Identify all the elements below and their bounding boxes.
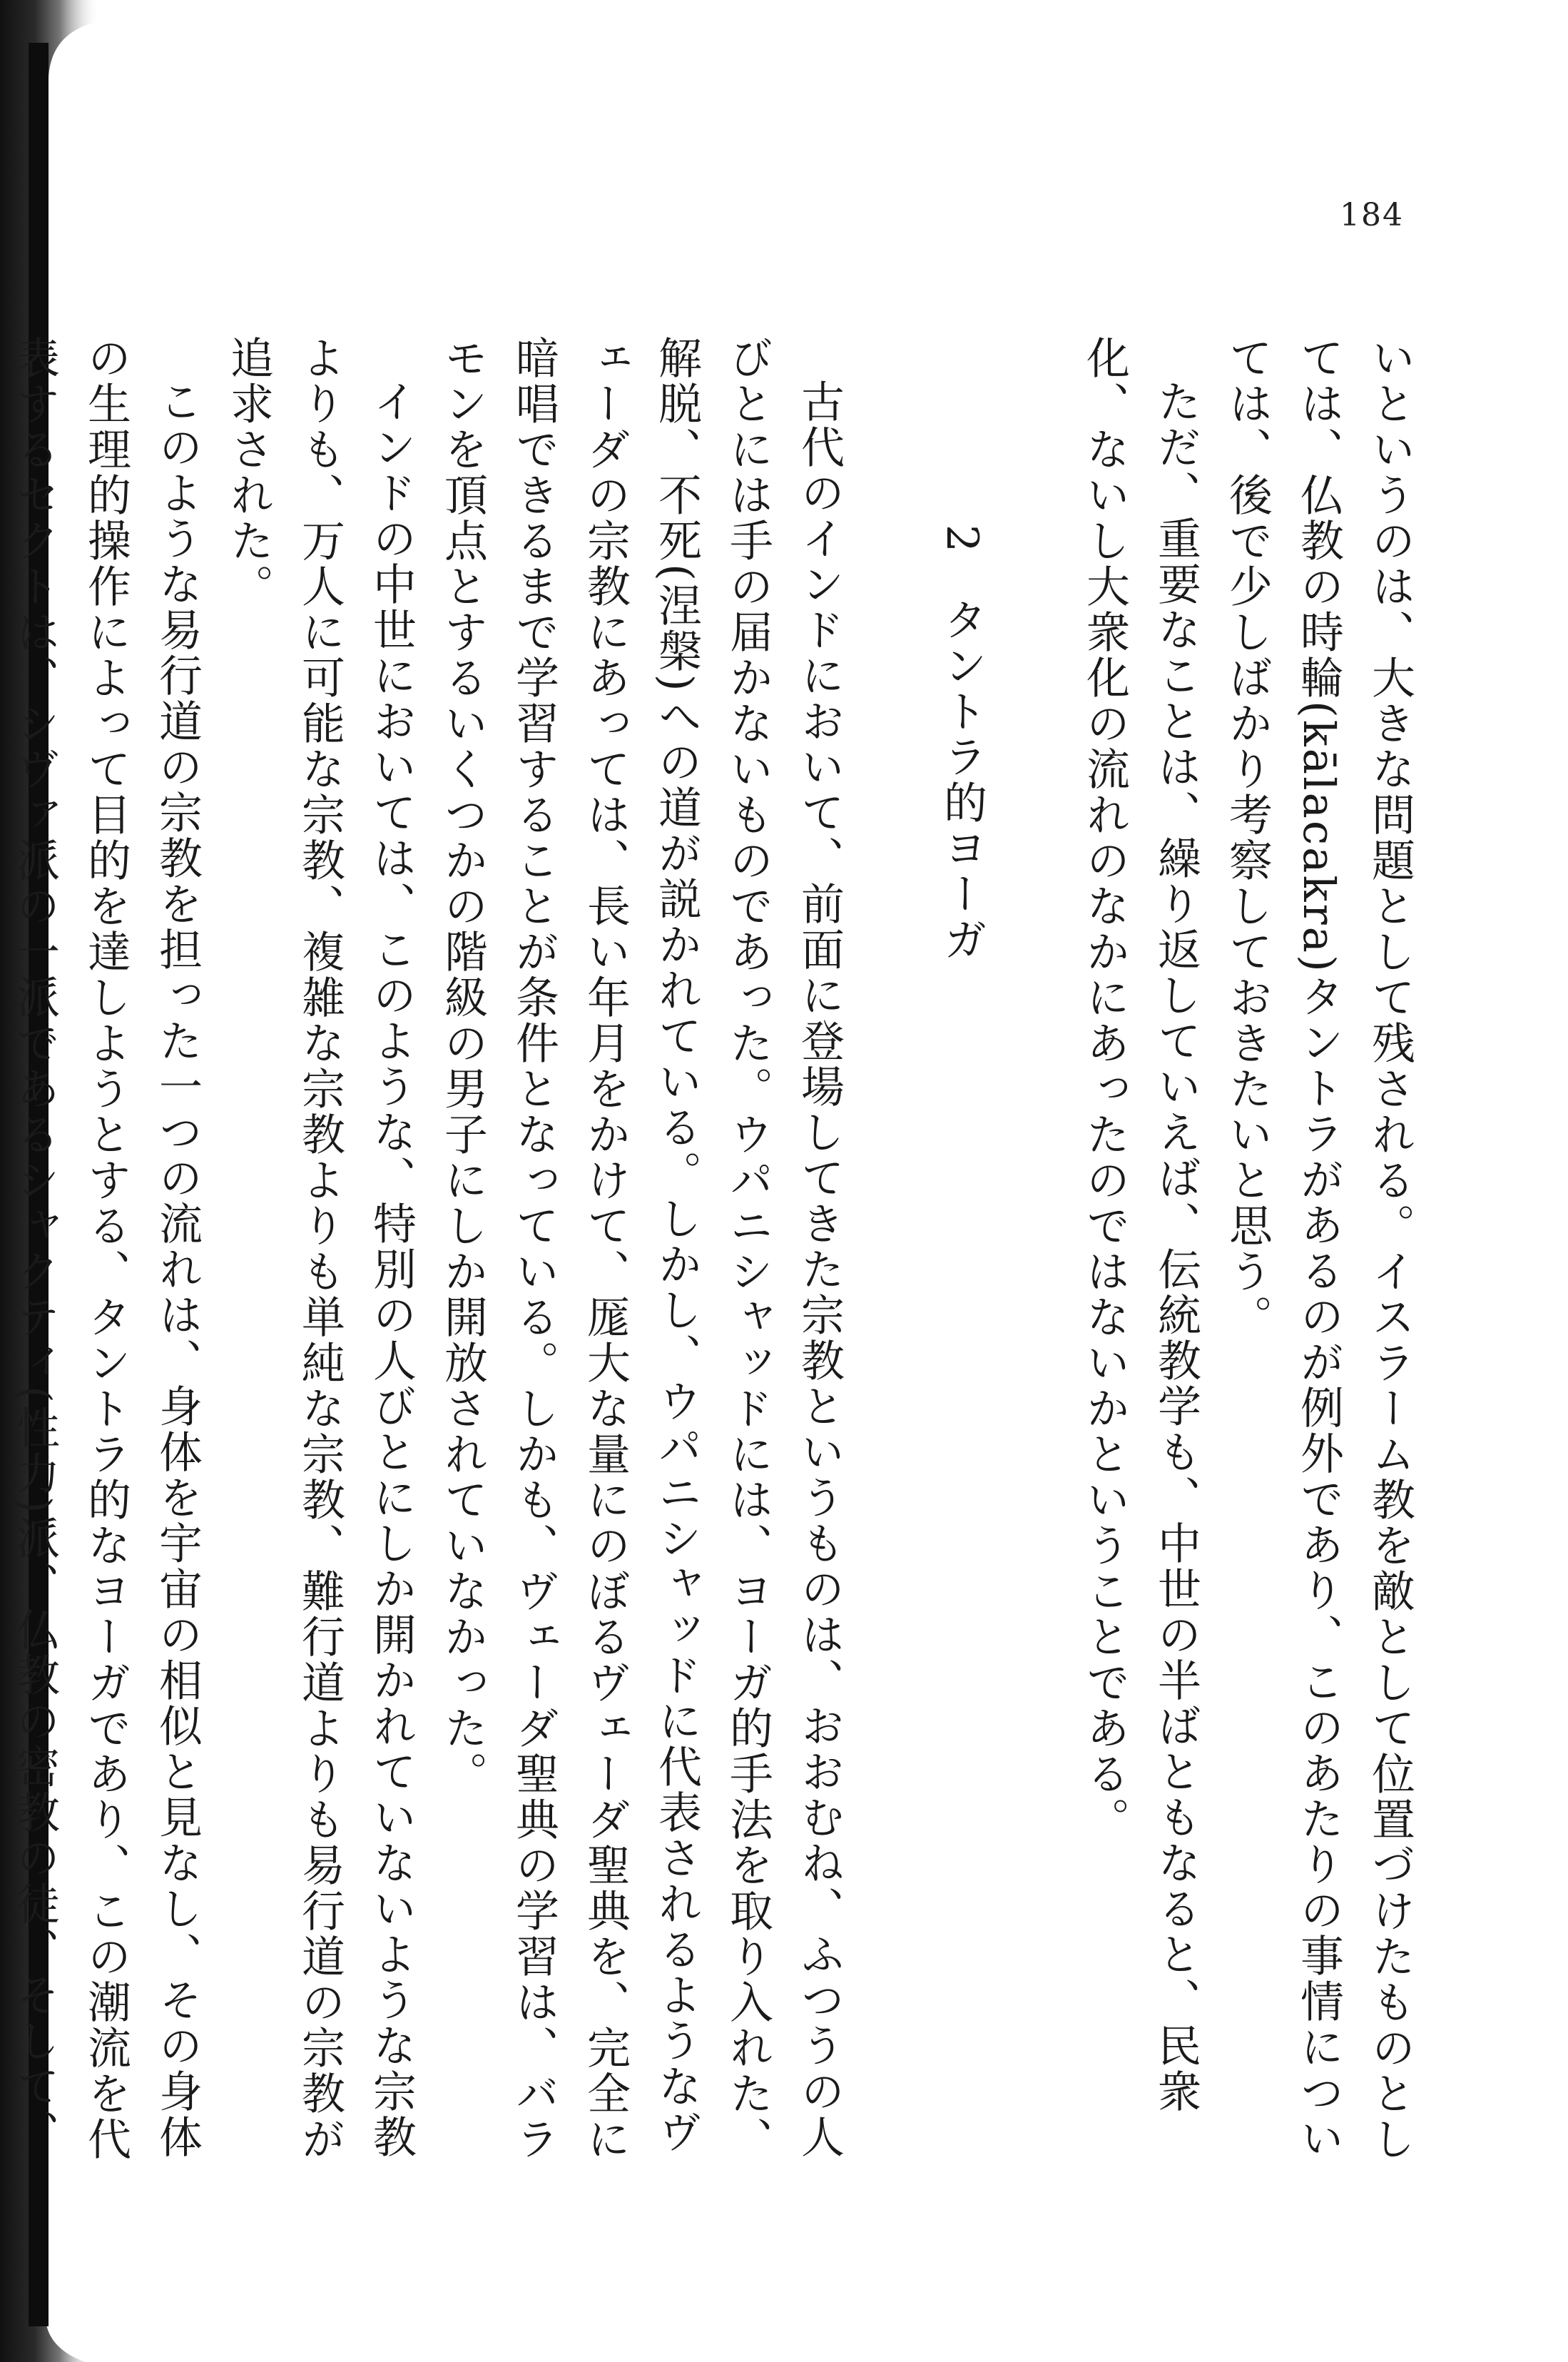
section-number: 2 <box>937 524 987 554</box>
page-number: 184 <box>1340 197 1404 233</box>
paragraph-continued: いというのは、大きな問題として残される。イスラーム教を敵として位置づけたものとしては、仏教の時輪(kālacakra)タントラがあるのが例外であり、このあたりの事情については、後で少しばかり考察しておきたいと思う。 <box>1222 335 1415 2162</box>
paragraph: ただ、重要なことは、繰り返していえば、伝統教学も、中世の半ばともなると、民衆化、ないし大衆化の流れのなかにあったのではないかということである。 <box>1079 335 1201 2114</box>
paragraph: 古代のインドにおいて、前面に登場してきた宗教というものは、おおむね、ふつうの人びとには手の届かないものであった。ウパニシャッドには、ヨーガ的手法を取り入れた、解脱、不死(涅槃)への道が説かれている。しかし、ウパニシャッドに代表されるようなヴェーダの宗教にあっては、長い年月をかけて、厖大な量にのぼるヴェーダ聖典を、完全に暗唱できるまで学習することが条件となっている。しかも、ヴェーダ聖典の学習は、バラモンを頂点とするいくつかの階級の男子にしか開放されていなかった。 <box>437 335 845 2162</box>
page-body <box>9 335 1425 2162</box>
paragraph: インドの中世においては、このような、特別の人びとにしか開かれていないような宗教よりも、万人に可能な宗教、複雑な宗教よりも単純な宗教、難行道よりも易行道の宗教が追求された。 <box>223 335 417 2162</box>
section-title: タントラ的ヨーガ <box>937 597 987 963</box>
paragraph: このような易行道の宗教を担った一つの流れは、身体を宇宙の相似と見なし、その身体の生理的操作によって目的を達しようとする、タントラ的なヨーガであり、この潮流を代表するセクトは、シヴァ派の一派であるシャクティ(性力)派、仏教の密教の徒、そして、 <box>9 335 203 2162</box>
section-heading <box>926 335 997 2162</box>
